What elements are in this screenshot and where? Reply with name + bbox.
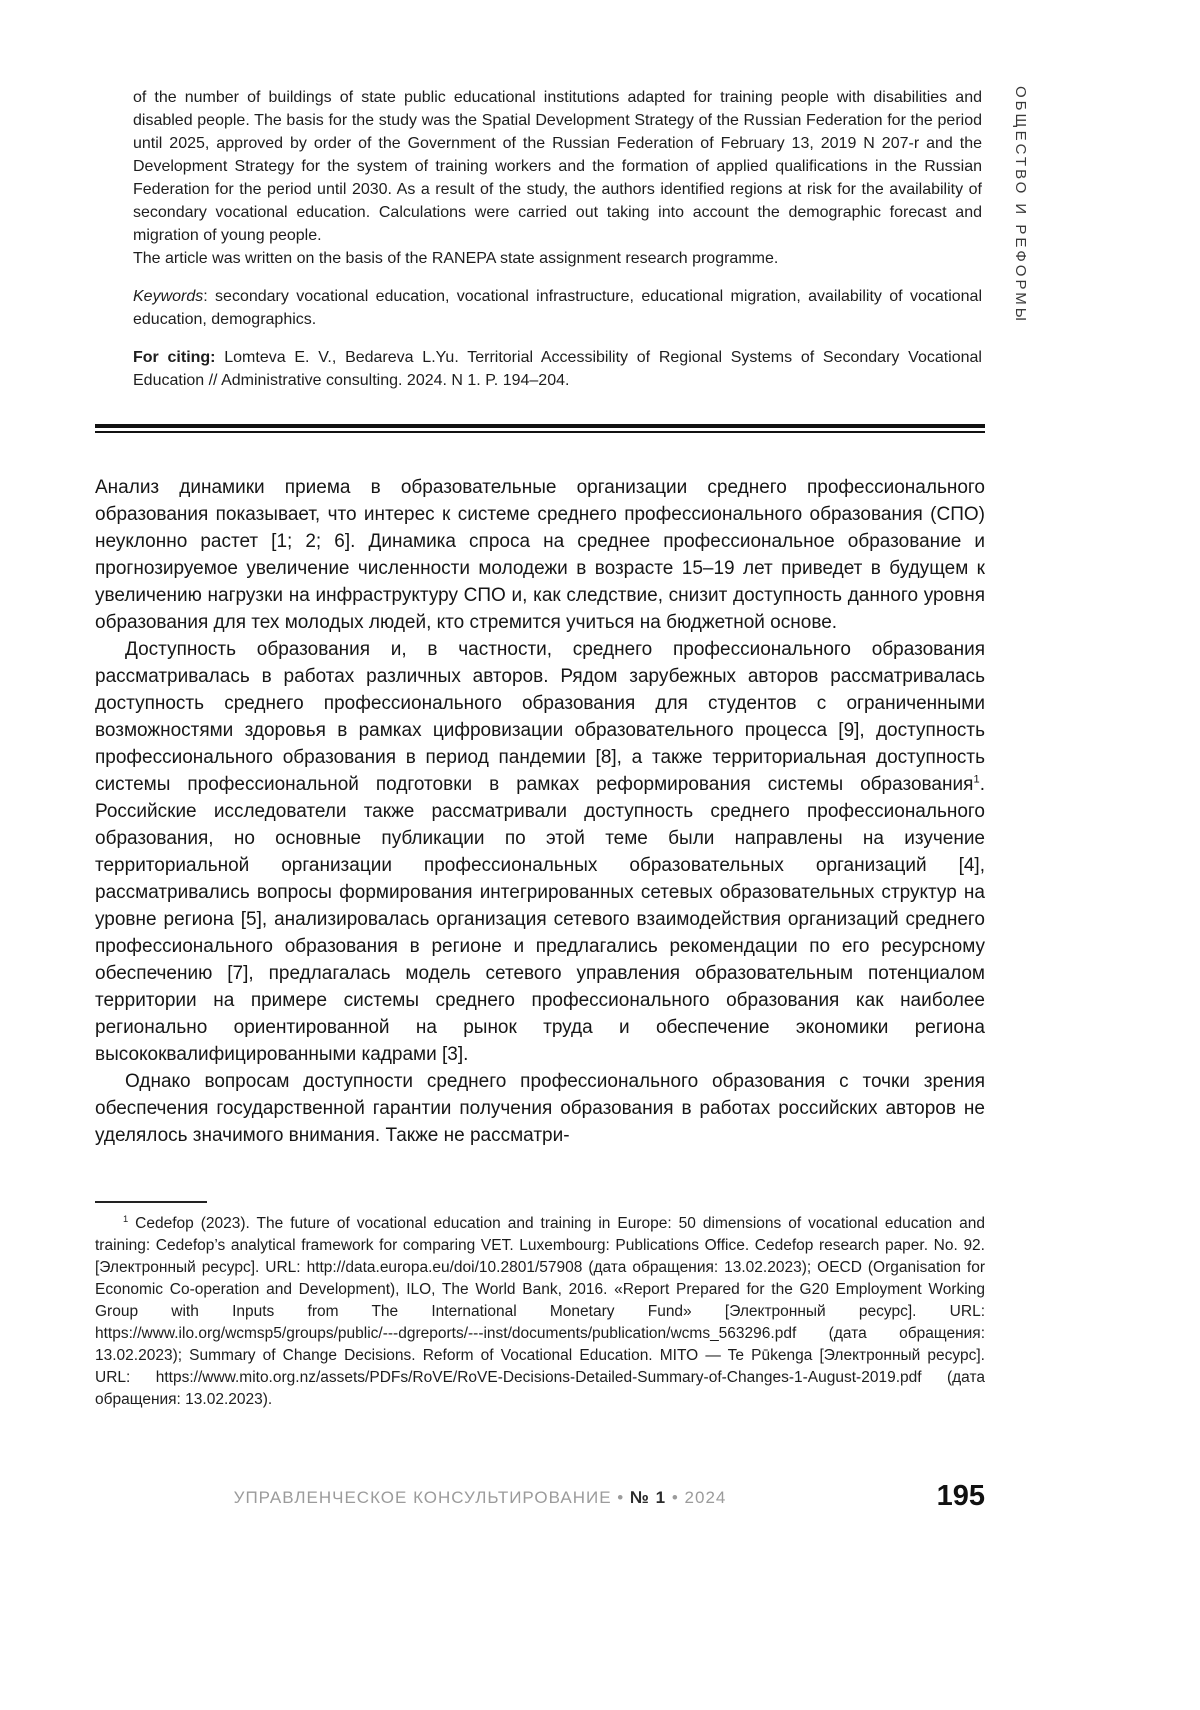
keywords-text: : secondary vocational education, vocational infrastructure, educational migration, availability of vocational education, demographics. xyxy=(133,288,982,328)
abstract-acknowledgement: The article was written on the basis of the RANEPA state assignment research programme. xyxy=(133,250,779,267)
body-paragraph-1: Анализ динамики приема в образовательные организации среднего профессионального образования показывает, что интерес к системе среднего профессионального образования (СПО) неуклонно растет [1; 2; 6]. Динамика спроса на среднее профессиональное образование и прогнозируемое увеличение численности молодежи в возрасте 15–19 лет приведет в будущем к увеличению нагрузки на инфраструктуру СПО и, как следствие, снизит доступность данного уровня образования для тех молодых людей, кто стремится учиться на бюджетной основе. xyxy=(95,477,985,633)
section-sidebar-label: ОБЩЕСТВО И РЕФОРМЫ xyxy=(1012,86,1029,325)
body-paragraph-3: Однако вопросам доступности среднего профессионального образования с точки зрения обеспечения государственной гарантии получения образования в работах российских авторов не уделялось значимого внимания. Также не рассматри- xyxy=(95,1071,985,1146)
citing-text: Lomteva E. V., Bedareva L.Yu. Territorial Accessibility of Regional Systems of Secondary Vocational Education // Administrative consulting. 2024. N 1. P. 194–204. xyxy=(133,349,982,389)
keywords-paragraph xyxy=(133,285,982,331)
page-footer xyxy=(95,1480,985,1520)
body-paragraph-2-text: Доступность образования и, в частности, среднего профессионального образования рассматривалась в работах различных авторов. Рядом зарубежных авторов рассматривалась доступность среднего профессионального образования для студентов с ограниченными возможностями здоровья в рамках цифровизации образовательного процесса [9], доступность профессионального образования в период пандемии [8], а также территориальная доступность системы профессиональной подготовки в рамках реформирования системы образования xyxy=(95,639,985,795)
issue-number: № 1 xyxy=(629,1488,667,1507)
citing-label: For citing: xyxy=(133,349,216,366)
footnote-text: Cedefop (2023). The future of vocational education and training in Europe: 50 dimensions of vocational education and training: Cedefop’s analytical framework for comparing VET. Luxembourg: Publications Office. Cedefop research paper. No. 92. [Электронный ресурс]. URL: http://data.europa.eu/doi/10.2801/57908 (дата обращения: 13.02.2023); OECD (Organisation for Economic Co-operation and Development), ILO, The World Bank, 2016. «Report Prepared for the G20 Employment Working Group with Inputs from The International Monetary Fund» [Электронный ресурс]. URL: https://www.ilo.org/wcmsp5/groups/public/---dgreports/---inst/documents/publication/wcms_563296.pdf (дата обращения: 13.02.2023); Summary of Change Decisions. Reform of Vocational Education. MITO — Te Pūkenga [Электронный ресурс]. URL: https://www.mito.org.nz/assets/PDFs/RoVE/RoVE-Decisions-Detailed-Summary-of-Changes-1-August-2019.pdf (дата обращения: 13.02.2023). xyxy=(95,1215,985,1408)
page-number: 195 xyxy=(936,1480,985,1512)
abstract-block xyxy=(133,86,982,392)
abstract-paragraph: of the number of buildings of state public educational institutions adapted for training people with disabilities and disabled people. The basis for the study was the Spatial Development Strategy of the Russian Federation for the period until 2025, approved by order of the Government of the Russian Federation of February 13, 2019 N 207-r and the Development Strategy for the system of training workers and the formation of applied qualifications in the Russian Federation for the period until 2030. As a result of the study, the authors identified regions at risk for the availability of secondary vocational education. Calculations were carried out taking into account the demographic forecast and migration of young people. xyxy=(133,89,982,244)
footnote-reference-1: 1 xyxy=(973,773,980,786)
section-divider-rule xyxy=(95,424,985,433)
article-body xyxy=(95,474,985,1149)
body-paragraph-2-text-continued: . Российские исследователи также рассматривали доступность среднего профессионального образования, но основные публикации по этой теме были направлены на изучение территориальной организации профессиональных образовательных организаций [4], рассматривались вопросы формирования интегрированных сетевых образовательных структур на уровне региона [5], анализировалась организация сетевого взаимодействия организаций среднего профессионального образования в регионе и предлагались рекомендации по его ресурсному обеспечению [7], предлагалась модель сетевого управления образовательным потенциалом территории на примере системы среднего профессионального образования как наиболее регионально ориентированной на рынок труда и обеспечение экономики региона высококвалифицированными кадрами [3]. xyxy=(95,774,985,1065)
body-paragraph-2 xyxy=(95,636,985,1068)
issue-year: • 2024 xyxy=(671,1488,727,1507)
keywords-label: Keywords xyxy=(133,288,204,305)
journal-name: УПРАВЛЕНЧЕСКОЕ КОНСУЛЬТИРОВАНИЕ • xyxy=(233,1488,625,1507)
citing-paragraph xyxy=(133,346,982,392)
footnote-marker: 1 xyxy=(123,1213,129,1224)
footnote-block xyxy=(95,1213,985,1411)
footnote-separator-rule xyxy=(95,1201,207,1203)
journal-title-footer xyxy=(95,1488,865,1508)
